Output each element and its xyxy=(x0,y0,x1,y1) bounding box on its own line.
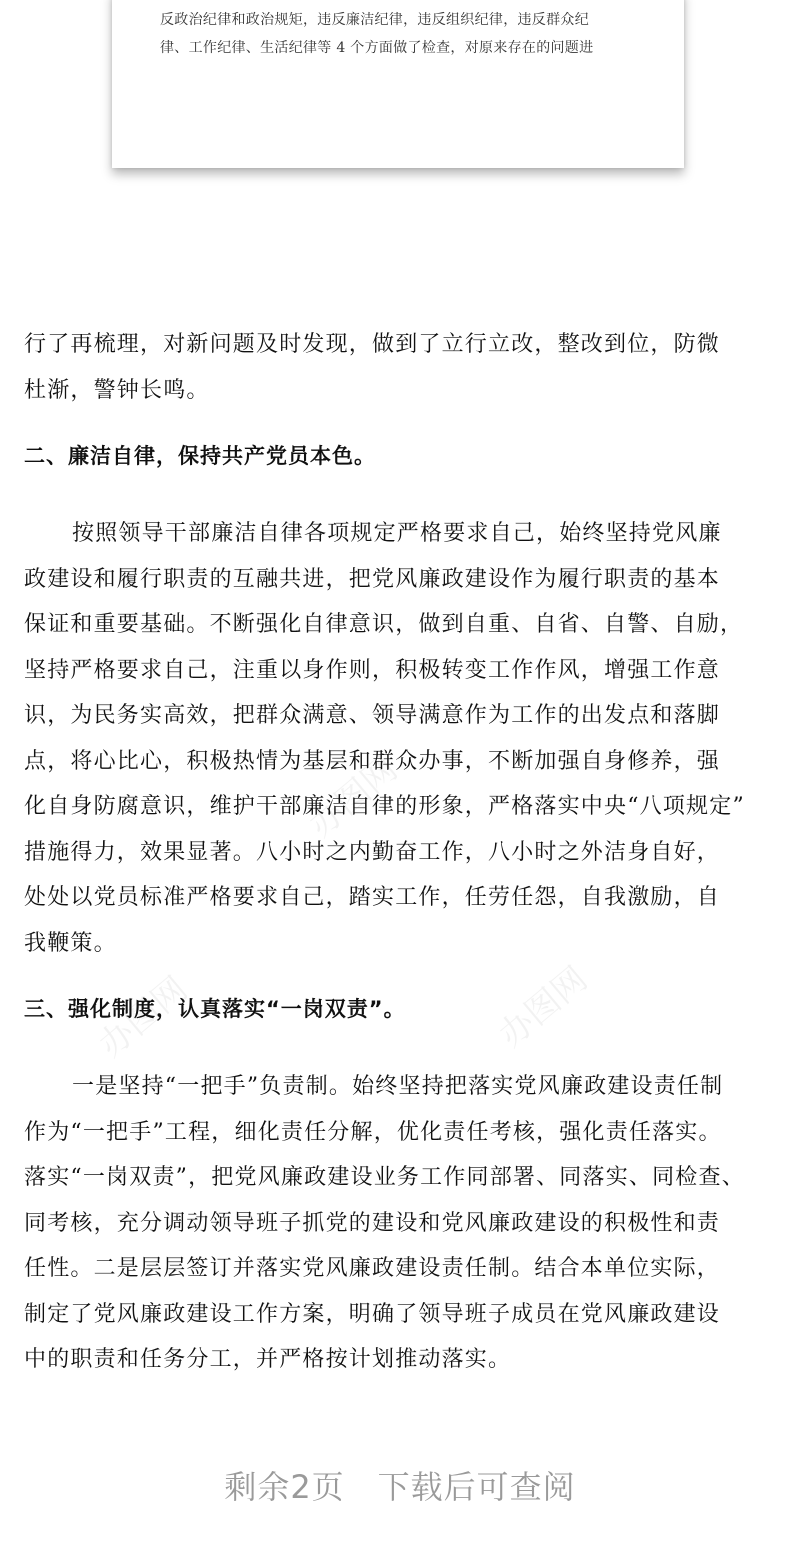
paragraph-line: 制定了党风廉政建设工作方案，明确了领导班子成员在党风廉政建设 xyxy=(24,1301,721,1327)
paragraph-line: 任性。二是层层签订并落实党风廉政建设责任制。结合本单位实际， xyxy=(24,1256,721,1281)
paragraph-line: 杜渐，警钟长鸣。 xyxy=(24,377,210,403)
paragraph-line: 坚持严格要求自己，注重以身作则，积极转变工作作风，增强工作意 xyxy=(24,657,721,683)
preview-line: 反政治纪律和政治规矩，违反廉洁纪律，违反组织纪律，违反群众纪 xyxy=(160,12,589,28)
paragraph-line: 化自身防腐意识，维护干部廉洁自律的形象，严格落实中央“八项规定” xyxy=(24,794,745,819)
section-heading: 二、廉洁自律，保持共产党员本色。 xyxy=(24,444,376,468)
paragraph-line: 处处以党员标准严格要求自己，踏实工作，任劳任怨，自我激励，自 xyxy=(24,885,721,910)
paragraph-line: 中的职责和任务分工，并严格按计划推动落实。 xyxy=(24,1347,512,1372)
paragraph-line: 作为“一把手”工程，细化责任分解，优化责任考核，强化责任落实。 xyxy=(24,1119,722,1145)
paragraph-line: 一是坚持“一把手”负责制。始终坚持把落实党风廉政建设责任制 xyxy=(72,1074,724,1099)
paragraph-line: 政建设和履行职责的互融共进，把党风廉政建设作为履行职责的基本 xyxy=(24,566,721,592)
download-prompt[interactable]: 剩余2页 下载后可查阅 xyxy=(224,1468,576,1506)
watermark: 办图网 xyxy=(301,749,406,846)
page-preview-card xyxy=(112,0,684,168)
paragraph-line: 我鞭策。 xyxy=(24,930,117,956)
paragraph-line: 识，为民务实高效，把群众满意、领导满意作为工作的出发点和落脚 xyxy=(24,703,721,728)
paragraph-line: 落实“一岗双责”，把党风廉政建设业务工作同部署、同落实、同检查、 xyxy=(24,1165,745,1190)
paragraph-line: 措施得力，效果显著。八小时之内勤奋工作，八小时之外洁身自好， xyxy=(24,839,721,865)
paragraph-line: 行了再梳理，对新问题及时发现，做到了立行立改，整改到位，防微 xyxy=(24,332,721,357)
preview-text xyxy=(160,0,640,62)
document-body xyxy=(24,322,780,1383)
paragraph-line: 同考核，充分调动领导班子抓党的建设和党风廉政建设的积极性和责 xyxy=(24,1210,721,1236)
watermark: 办图网 xyxy=(91,969,196,1066)
paragraph-line: 保证和重要基础。不断强化自律意识，做到自重、自省、自警、自励， xyxy=(24,612,744,637)
paragraph-line: 点，将心比心，积极热情为基层和群众办事，不断加强自身修养，强 xyxy=(24,748,721,774)
section-heading: 三、强化制度，认真落实“一岗双责”。 xyxy=(24,997,406,1021)
preview-line: 律、工作纪律、生活纪律等 4 个方面做了检查，对原来存在的问题进 xyxy=(160,40,594,56)
watermark: 办图网 xyxy=(491,959,596,1056)
paragraph-line: 按照领导干部廉洁自律各项规定严格要求自己，始终坚持党风廉 xyxy=(72,521,722,546)
